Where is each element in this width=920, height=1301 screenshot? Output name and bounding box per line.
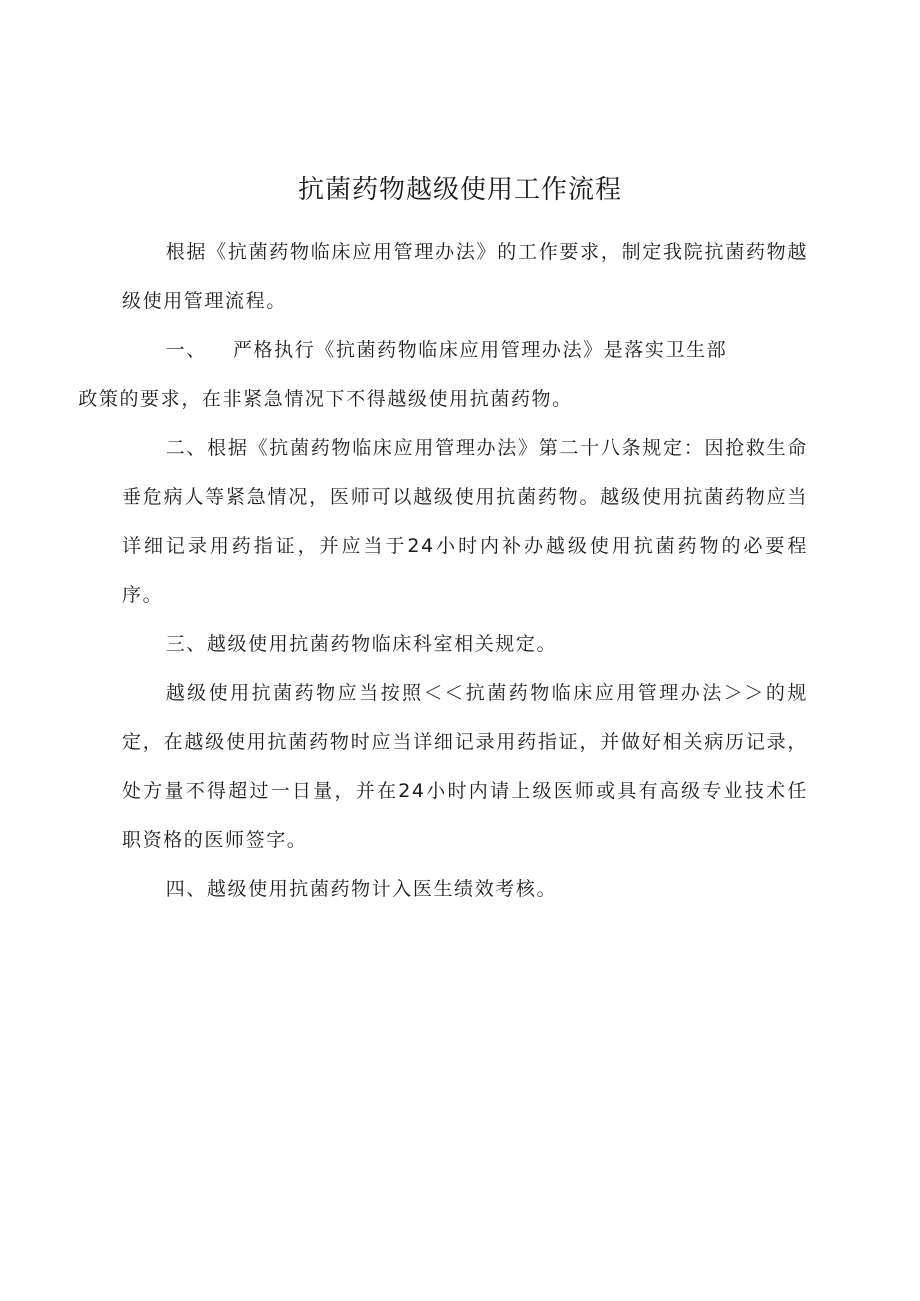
item-3-heading: 三、越级使用抗菌药物临床科室相关规定。: [165, 633, 558, 655]
item-3-body: 越级使用抗菌药物应当按照＜＜抗菌药物临床应用管理办法＞＞的规定，在越级使用抗菌药物时应当详细记录用药指证，并做好相关病历记录，处方量不得超过一日量，并在24小时内请上级医师或具有高级专业技术任职资格的医师签字。: [122, 682, 808, 851]
item-1-paragraph: [78, 326, 808, 424]
document-title: 抗菌药物越级使用工作流程: [297, 175, 622, 205]
item-1-line-2: 政策的要求，在非紧急情况下不得越级使用抗菌药物。: [78, 388, 573, 410]
item-2-paragraph: 二、根据《抗菌药物临床应用管理办法》第二十八条规定：因抢救生命垂危病人等紧急情况，医师可以越级使用抗菌药物。越级使用抗菌药物应当详细记录用药指证，并应当于24小时内补办越级使用抗菌药物的必要程序。: [122, 437, 808, 606]
item-1-number: 一、: [165, 339, 207, 361]
intro-paragraph: 根据《抗菌药物临床应用管理办法》的工作要求，制定我院抗菌药物越级使用管理流程。: [122, 241, 808, 312]
item-1-line-1: 严格执行《抗菌药物临床应用管理办法》是落实卫生部: [232, 339, 728, 361]
item-4-paragraph: 四、越级使用抗菌药物计入医生绩效考核。: [165, 878, 558, 900]
